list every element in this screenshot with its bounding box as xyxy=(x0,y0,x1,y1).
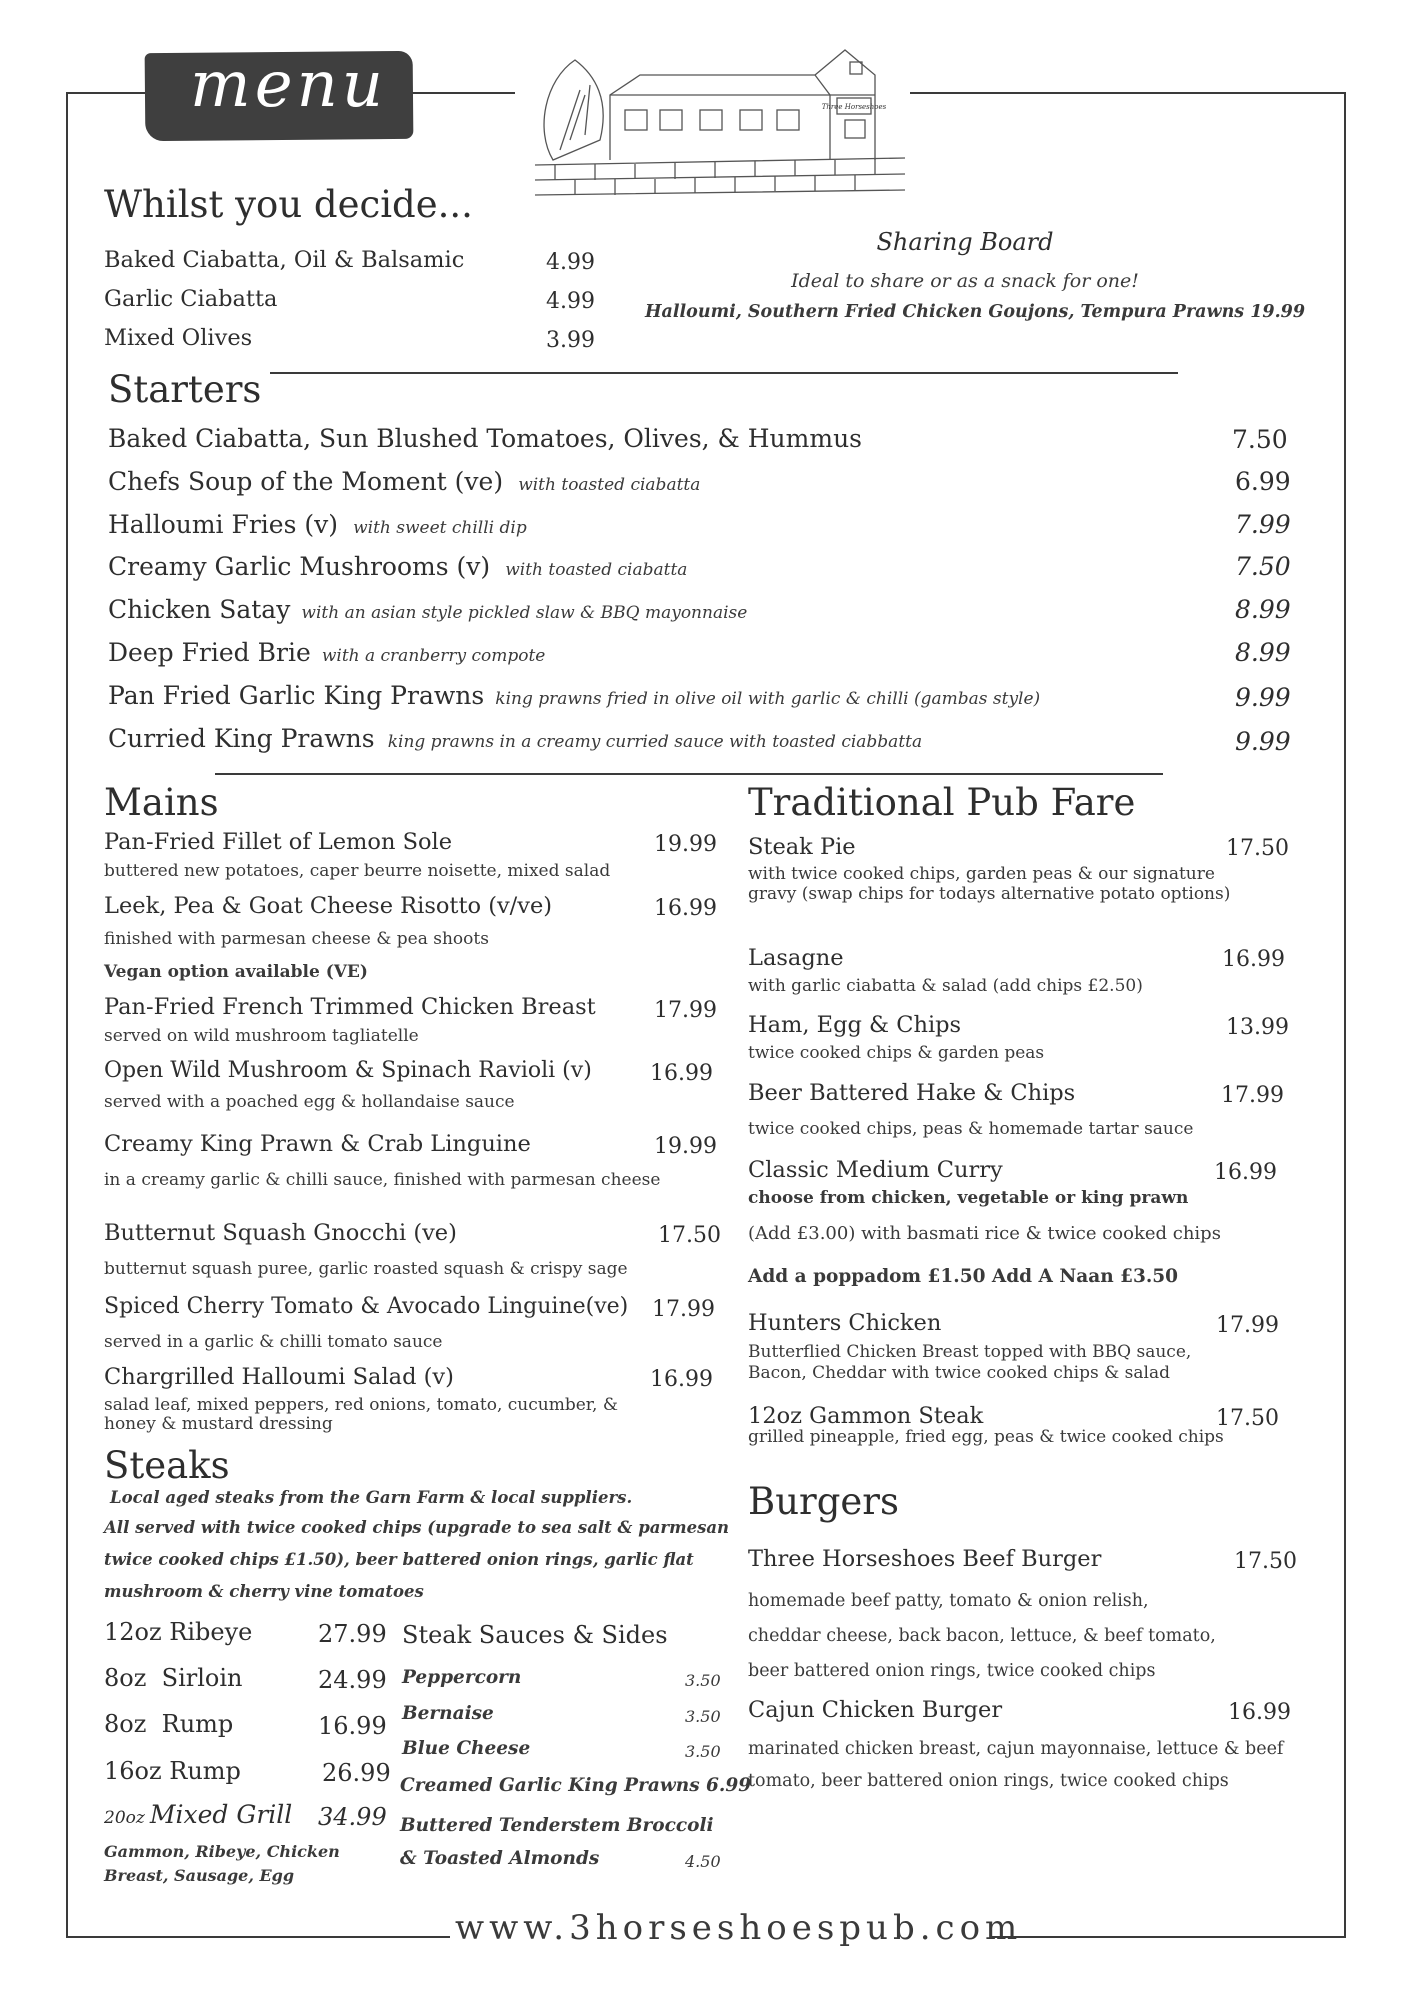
main-item-price: 17.99 xyxy=(652,1297,715,1322)
starter-item-desc: with toasted ciabatta xyxy=(505,560,688,580)
pubfare-item-desc: with twice cooked chips, garden peas & our signature gravy (swap chips for todays alternative potato options) xyxy=(748,864,1231,904)
mixed-grill-desc: Gammon, Ribeye, Chicken xyxy=(104,1842,340,1861)
starter-item xyxy=(108,510,527,539)
main-item-name: Open Wild Mushroom & Spinach Ravioli (v) xyxy=(104,1058,592,1083)
pubfare-curry-choice: choose from chicken, vegetable or king prawn xyxy=(748,1188,1189,1208)
steak-item-name: 8oz Rump xyxy=(104,1710,234,1738)
starter-item-desc: with a cranberry compote xyxy=(321,646,546,666)
starter-item-name: Chicken Satay xyxy=(108,595,291,624)
section-title-starters: Starters xyxy=(108,368,262,411)
starter-item-price: 6.99 xyxy=(1235,467,1291,496)
website-link[interactable]: www.3horseshoespub.com xyxy=(455,1908,1023,1948)
mixed-grill xyxy=(104,1800,292,1829)
pubfare-item-desc: twice cooked chips, peas & homemade tartar sauce xyxy=(748,1119,1194,1139)
sauce-item-price: 3.50 xyxy=(685,1707,721,1726)
main-item-desc: finished with parmesan cheese & pea shoots xyxy=(104,929,489,949)
starter-item xyxy=(108,467,700,496)
starter-item-name: Halloumi Fries (v) xyxy=(108,510,338,539)
side-garlic-prawns: Creamed Garlic King Prawns 6.99 xyxy=(400,1775,752,1796)
starter-item-desc: king prawns in a creamy curried sauce with toasted ciabbatta xyxy=(387,732,923,752)
main-item-desc: salad leaf, mixed peppers, red onions, tomato, cucumber, & honey & mustard dressing xyxy=(104,1395,618,1434)
starter-item-desc: king prawns fried in olive oil with garlic & chilli (gambas style) xyxy=(495,689,1041,709)
whilst-item-price: 4.99 xyxy=(546,250,595,275)
starter-item xyxy=(108,638,545,667)
pubfare-item-desc: twice cooked chips & garden peas xyxy=(748,1043,1045,1063)
burger-item-desc: tomato, beer battered onion rings, twice cooked chips xyxy=(748,1771,1229,1791)
section-title-pub-fare: Traditional Pub Fare xyxy=(748,781,1136,824)
main-item-price: 17.99 xyxy=(654,998,717,1023)
pubfare-item-desc: grilled pineapple, fried egg, peas & twice cooked chips xyxy=(748,1427,1224,1447)
burger-item-desc: cheddar cheese, back bacon, lettuce, & beef tomato, xyxy=(748,1626,1216,1646)
sauce-item-name: Bernaise xyxy=(402,1703,494,1724)
sharing-board-title: Sharing Board xyxy=(876,228,1054,256)
starter-item-price: 8.99 xyxy=(1235,595,1291,624)
pubfare-item-price: 17.99 xyxy=(1216,1313,1279,1338)
mains-divider xyxy=(215,773,1163,775)
pubfare-item-price: 13.99 xyxy=(1226,1015,1289,1040)
burger-item-desc: homemade beef patty, tomato & onion relish, xyxy=(748,1591,1149,1611)
main-item-price: 19.99 xyxy=(654,1134,717,1159)
steaks-intro-line: All served with twice cooked chips (upgrade to sea salt & parmesan xyxy=(104,1518,730,1537)
steaks-intro-line: Local aged steaks from the Garn Farm & local suppliers. xyxy=(110,1488,633,1507)
starter-item-desc: with sweet chilli dip xyxy=(353,518,527,538)
mixed-grill-desc: Breast, Sausage, Egg xyxy=(104,1866,295,1885)
pubfare-item-name: Lasagne xyxy=(748,945,844,971)
starter-item-price: 9.99 xyxy=(1235,683,1291,712)
sauce-item-price: 3.50 xyxy=(685,1671,721,1690)
pubfare-item-name: Classic Medium Curry xyxy=(748,1157,1003,1183)
burger-item-name: Cajun Chicken Burger xyxy=(748,1697,1003,1723)
main-item-name: Pan-Fried French Trimmed Chicken Breast xyxy=(104,994,596,1020)
starter-item-price: 8.99 xyxy=(1235,638,1291,667)
starter-item xyxy=(108,681,1040,710)
starter-item xyxy=(108,724,922,753)
sauce-item-price: 3.50 xyxy=(685,1742,721,1761)
starter-item-name: Creamy Garlic Mushrooms (v) xyxy=(108,552,491,581)
whilst-item-price: 3.99 xyxy=(546,328,595,353)
burger-item-price: 16.99 xyxy=(1228,1700,1291,1725)
main-item-price: 16.99 xyxy=(650,1367,713,1392)
main-item-name: Pan-Fried Fillet of Lemon Sole xyxy=(104,829,453,855)
steak-item-price: 27.99 xyxy=(318,1620,387,1648)
pubfare-curry-extras: Add a poppadom £1.50 Add A Naan £3.50 xyxy=(748,1266,1179,1287)
starter-item-price: 9.99 xyxy=(1235,727,1291,756)
steak-item-name: 12oz Ribeye xyxy=(104,1618,253,1646)
sauces-sides-title: Steak Sauces & Sides xyxy=(402,1621,668,1649)
main-item-price: 16.99 xyxy=(654,896,717,921)
steak-item-price: 24.99 xyxy=(318,1666,387,1694)
starter-item-name: Chefs Soup of the Moment (ve) xyxy=(108,467,504,496)
starter-item xyxy=(108,595,747,624)
pubfare-item-price: 16.99 xyxy=(1214,1160,1277,1185)
whilst-item-price: 4.99 xyxy=(546,289,595,314)
burger-item-desc: marinated chicken breast, cajun mayonnaise, lettuce & beef xyxy=(748,1739,1284,1759)
section-title-burgers: Burgers xyxy=(748,1480,899,1523)
starter-item-price: 7.50 xyxy=(1232,425,1288,454)
whilst-item-name: Baked Ciabatta, Oil & Balsamic xyxy=(104,247,465,273)
main-item-desc: served in a garlic & chilli tomato sauce xyxy=(104,1332,443,1352)
starter-item-price: 7.99 xyxy=(1235,510,1291,539)
starters-divider xyxy=(270,372,1178,374)
mixed-grill-size: 20oz xyxy=(104,1808,145,1828)
main-item-price: 16.99 xyxy=(650,1061,713,1086)
pubfare-item-name: Steak Pie xyxy=(748,834,856,860)
mixed-grill-name: Mixed Grill xyxy=(149,1800,293,1829)
main-item-name: Chargrilled Halloumi Salad (v) xyxy=(104,1364,454,1390)
pubfare-item-desc: (Add £3.00) with basmati rice & twice cooked chips xyxy=(748,1223,1221,1244)
burger-item-price: 17.50 xyxy=(1234,1549,1297,1574)
sharing-board-subtitle: Ideal to share or as a snack for one! xyxy=(791,270,1139,292)
starter-item-desc: with toasted ciabatta xyxy=(518,475,701,495)
sharing-board-contents: Halloumi, Southern Fried Chicken Goujons, Tempura Prawns 19.99 xyxy=(645,302,1306,322)
main-item-name: Butternut Squash Gnocchi (ve) xyxy=(104,1220,457,1246)
burger-item-desc: beer battered onion rings, twice cooked chips xyxy=(748,1661,1156,1681)
steak-item-price: 26.99 xyxy=(322,1759,391,1787)
side-broccoli: Buttered Tenderstem Broccoli xyxy=(400,1815,714,1836)
pubfare-item-name: 12oz Gammon Steak xyxy=(748,1403,984,1429)
starter-item-desc: with an asian style pickled slaw & BBQ mayonnaise xyxy=(301,603,748,623)
pubfare-item-price: 16.99 xyxy=(1222,947,1285,972)
side-broccoli-price: 4.50 xyxy=(685,1852,721,1871)
section-title-whilst: Whilst you decide... xyxy=(104,183,473,226)
starter-item xyxy=(108,552,687,581)
section-title-steaks: Steaks xyxy=(104,1444,230,1487)
pubfare-item-name: Beer Battered Hake & Chips xyxy=(748,1080,1076,1106)
main-item-desc: butternut squash puree, garlic roasted squash & crispy sage xyxy=(104,1259,628,1279)
starter-item-name: Pan Fried Garlic King Prawns xyxy=(108,681,485,710)
sauce-item-name: Peppercorn xyxy=(402,1667,522,1688)
pub-building-icon xyxy=(515,40,907,200)
main-item-desc: served on wild mushroom tagliatelle xyxy=(104,1026,419,1046)
section-title-mains: Mains xyxy=(104,781,219,824)
mixed-grill-price: 34.99 xyxy=(318,1803,387,1831)
logo-sign-text: Three Horseshoes xyxy=(821,103,887,111)
pubfare-item-desc: with garlic ciabatta & salad (add chips £2.50) xyxy=(748,976,1143,996)
burger-item-name: Three Horseshoes Beef Burger xyxy=(748,1546,1102,1572)
pubfare-item-price: 17.50 xyxy=(1226,836,1289,861)
vegan-option-note: Vegan option available (VE) xyxy=(104,962,368,982)
starter-item-name: Baked Ciabatta, Sun Blushed Tomatoes, Olives, & Hummus xyxy=(108,424,863,453)
main-item-name: Creamy King Prawn & Crab Linguine xyxy=(104,1131,531,1157)
pubfare-item-name: Ham, Egg & Chips xyxy=(748,1012,962,1038)
sauce-item-name: Blue Cheese xyxy=(402,1738,531,1759)
steaks-intro-line: mushroom & cherry vine tomatoes xyxy=(104,1582,424,1601)
steak-item-name: 8oz Sirloin xyxy=(104,1664,243,1692)
starter-item-name: Deep Fried Brie xyxy=(108,638,311,667)
steak-item-name: 16oz Rump xyxy=(104,1757,241,1785)
main-item-name: Spiced Cherry Tomato & Avocado Linguine(ve) xyxy=(104,1294,629,1319)
pubfare-item-price: 17.99 xyxy=(1221,1083,1284,1108)
whilst-item-name: Garlic Ciabatta xyxy=(104,286,278,312)
steak-item-price: 16.99 xyxy=(318,1712,387,1740)
pubfare-item-price: 17.50 xyxy=(1216,1406,1279,1431)
starter-item-name: Curried King Prawns xyxy=(108,724,375,753)
main-item-price: 19.99 xyxy=(654,832,717,857)
menu-title: menu xyxy=(190,48,387,122)
pubfare-item-desc: Butterflied Chicken Breast topped with BBQ sauce, Bacon, Cheddar with twice cooked chips & salad xyxy=(748,1342,1192,1383)
starter-item-price: 7.50 xyxy=(1235,552,1291,581)
whilst-item-name: Mixed Olives xyxy=(104,325,253,351)
steaks-intro-line: twice cooked chips £1.50), beer battered onion rings, garlic flat xyxy=(104,1550,694,1569)
main-item-desc: buttered new potatoes, caper beurre noisette, mixed salad xyxy=(104,861,611,881)
pub-sketch-logo xyxy=(515,40,907,200)
main-item-price: 17.50 xyxy=(658,1223,721,1248)
main-item-name: Leek, Pea & Goat Cheese Risotto (v/ve) xyxy=(104,893,553,919)
main-item-desc: served with a poached egg & hollandaise sauce xyxy=(104,1092,515,1112)
main-item-desc: in a creamy garlic & chilli sauce, finished with parmesan cheese xyxy=(104,1170,661,1190)
pubfare-item-name: Hunters Chicken xyxy=(748,1310,942,1336)
side-broccoli-line2: & Toasted Almonds xyxy=(400,1848,600,1869)
